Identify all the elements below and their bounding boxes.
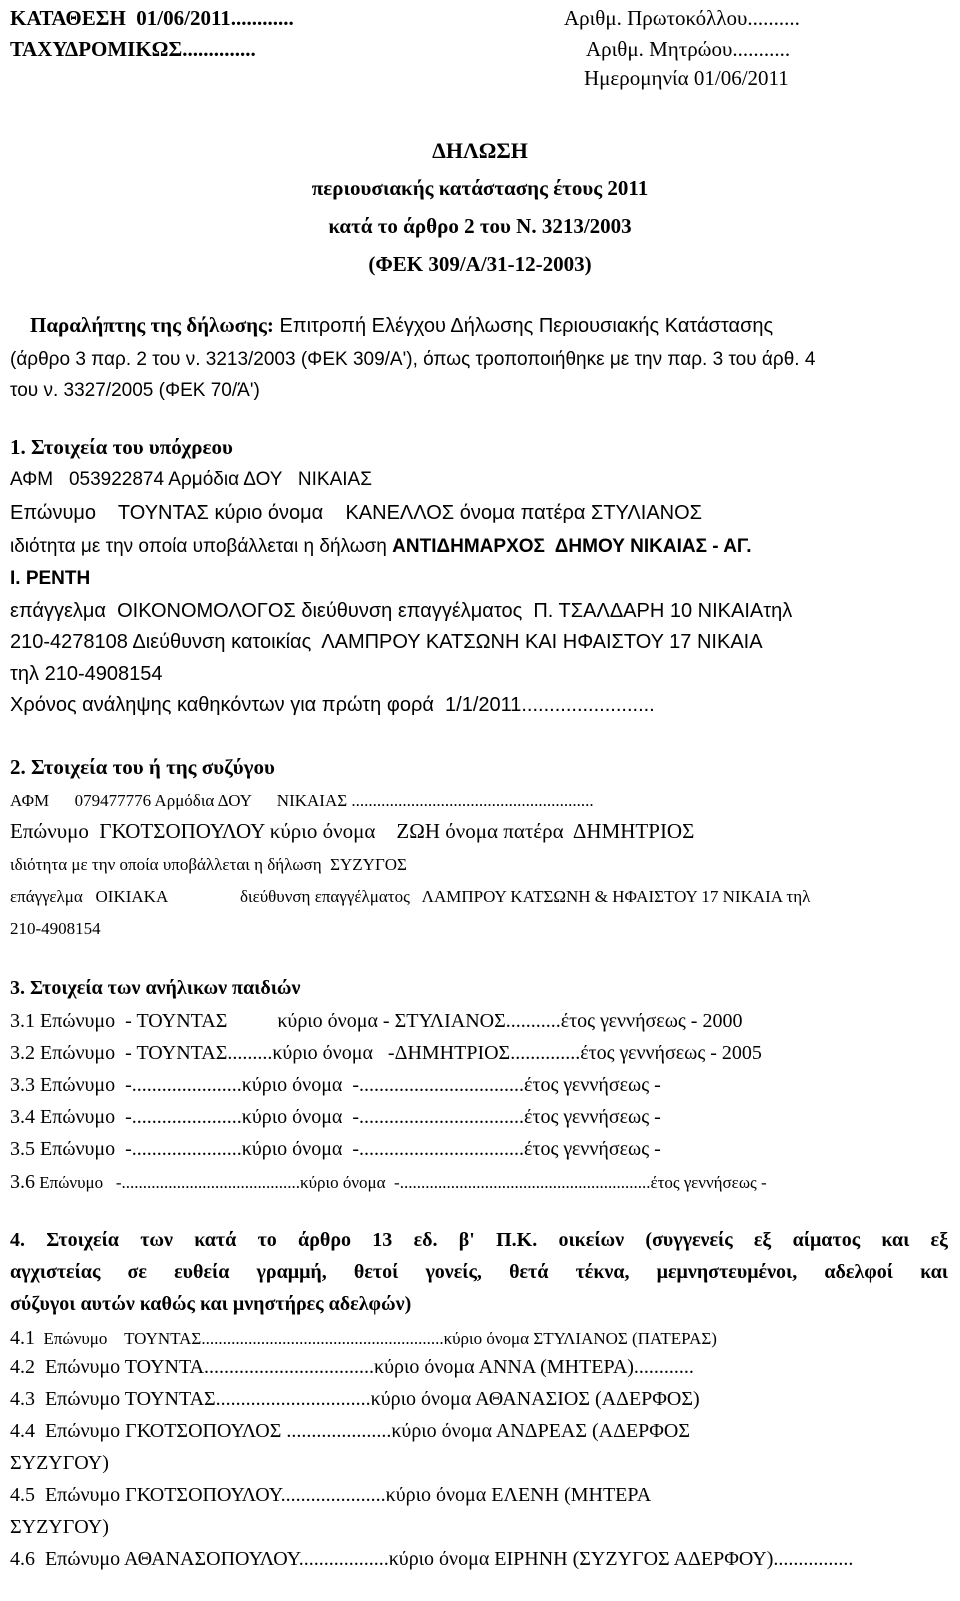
- recipient-legal-ref: (άρθρο 3 παρ. 2 του ν. 3213/2003 (ΦΕΚ 309/Α'), όπως τροποποιήθηκε με την παρ. 3 του άρθ. 4: [10, 349, 816, 370]
- child-row-text: Επώνυμο - ΤΟΥΝΤΑΣ.........κύριο όνομα -ΔΗΜΗΤΡΙΟΣ..............έτος γεννήσεως - 2005: [40, 1042, 762, 1064]
- section4-heading-line1: 4. Στοιχεία των κατά το άρθρο 13 εδ. β' Π.Κ. οικείων (συγγενείς εξ αίματος και εξ: [10, 1229, 948, 1251]
- recipient-label: Παραλήπτης της δήλωσης:: [30, 313, 274, 337]
- relative-row: [10, 1389, 700, 1409]
- declarant-capacity-value: ΑΝΤΙΔΗΜΑΡΧΟΣ ΔΗΜΟΥ ΝΙΚΑΙΑΣ - ΑΓ.: [392, 536, 752, 557]
- child-row: [10, 1043, 762, 1063]
- declarant-capacity-label: ιδιότητα με την οποία υποβάλλεται η δήλωση: [10, 536, 393, 557]
- section1-heading: 1. Στοιχεία του υπόχρεου: [10, 435, 233, 459]
- relative-row-text: Επώνυμο ΑΘΑΝΑΣΟΠΟΥΛΟΥ..................κύριο όνομα ΕΙΡΗΝΗ (ΣΥΖΥΓΟΣ ΑΔΕΡΦΟΥ)................: [45, 1548, 854, 1570]
- protocol-number: Αριθμ. Πρωτοκόλλου..........: [564, 6, 800, 30]
- child-row-number: 3.1: [10, 1010, 35, 1032]
- relative-row-number: 4.1: [10, 1327, 35, 1349]
- relative-row-text: Επώνυμο ΓΚΟΤΣΟΠΟΥΛΟΥ.....................κύριο όνομα ΕΛΕΝΗ (ΜΗΤΕΡΑ: [45, 1484, 652, 1506]
- spouse-phone: 210-4908154: [10, 919, 101, 938]
- relative-row-number: 4.3: [10, 1388, 35, 1410]
- declarant-capacity: [10, 537, 752, 556]
- document-title: ΔΗΛΩΣΗ: [432, 138, 528, 163]
- declarant-phone: τηλ 210-4908154: [10, 663, 163, 685]
- relative-row: [10, 1485, 651, 1505]
- child-row-text: Επώνυμο -......................κύριο όνομα -.................................έτος γεννήσεως -: [40, 1138, 661, 1160]
- child-row-number: 3.2: [10, 1042, 35, 1064]
- relative-row-continuation: ΣΥΖΥΓΟΥ): [10, 1452, 109, 1474]
- child-row: [10, 1107, 661, 1127]
- spouse-name: Επώνυμο ΓΚΟΤΣΟΠΟΥΛΟΥ κύριο όνομα ΖΩΗ όνομα πατέρα ΔΗΜΗΤΡΙΟΣ: [10, 819, 695, 843]
- relative-row-number: 4.2: [10, 1356, 35, 1378]
- relative-row: [10, 1357, 694, 1377]
- child-row-text: Επώνυμο -......................κύριο όνομα -.................................έτος γεννήσεως -: [40, 1106, 661, 1128]
- child-row: [10, 1172, 767, 1192]
- relative-row: [10, 1421, 690, 1441]
- declarant-capacity-cont: Ι. ΡΕΝΤΗ: [10, 568, 91, 589]
- declarant-first-term: Χρόνος ανάληψης καθηκόντων για πρώτη φορά 1/1/2011........................: [10, 694, 655, 716]
- child-row: [10, 1139, 661, 1159]
- child-row-number: 3.3: [10, 1074, 35, 1096]
- declarant-name: Επώνυμο ΤΟΥΝΤΑΣ κύριο όνομα ΚΑΝΕΛΛΟΣ όνομα πατέρα ΣΤΥΛΙΑΝΟΣ: [10, 502, 703, 524]
- spouse-profession-address: διεύθυνση επαγγέλματος ΛΑΜΠΡΟΥ ΚΑΤΣΩΝΗ & ΗΦΑΙΣΤΟΥ 17 ΝΙΚΑΙΑ τηλ: [240, 887, 811, 906]
- child-row-text: Επώνυμο -......................κύριο όνομα -.................................έτος γεννήσεως -: [40, 1074, 661, 1096]
- declarant-home-address: 210-4278108 Διεύθυνση κατοικίας ΛΑΜΠΡΟΥ ΚΑΤΣΩΝΗ ΚΑΙ ΗΦΑΙΣΤΟΥ 17 ΝΙΚΑΙΑ: [10, 631, 763, 653]
- relative-row-text: Επώνυμο ΤΟΥΝΤΑΣ...............................κύριο όνομα ΑΘΑΝΑΣΙΟΣ (ΑΔΕΡΦΟΣ): [45, 1388, 700, 1410]
- child-row-number: 3.5: [10, 1138, 35, 1160]
- child-row-text: Επώνυμο - ΤΟΥΝΤΑΣ κύριο όνομα - ΣΤΥΛΙΑΝΟΣ...........έτος γεννήσεως - 2000: [40, 1010, 743, 1032]
- section2-heading: 2. Στοιχεία του ή της συζύγου: [10, 755, 275, 779]
- relative-row-text: Επώνυμο ΤΟΥΝΤΑΣ.........................................................κύριο όνομα ΣΤΥΛΙΑΝΟΣ (ΠΑΤΕΡΑΣ): [43, 1329, 717, 1348]
- recipient-text: Επιτροπή Ελέγχου Δήλωσης Περιουσιακής Κατάστασης: [273, 315, 774, 337]
- child-row-number: 3.4: [10, 1106, 35, 1128]
- document-subtitle: περιουσιακής κατάστασης έτους 2011: [311, 176, 649, 200]
- relative-row: [10, 1328, 717, 1348]
- child-row: [10, 1075, 661, 1095]
- registry-number: Αριθμ. Μητρώου...........: [586, 37, 791, 61]
- relative-row-number: 4.4: [10, 1420, 35, 1442]
- relative-row-continuation: ΣΥΖΥΓΟΥ): [10, 1516, 109, 1538]
- relative-row: [10, 1549, 853, 1569]
- postal-submission: ΤΑΧΥΔΡΟΜΙΚΩΣ..............: [10, 37, 256, 61]
- document-law-reference: κατά το άρθρο 2 του Ν. 3213/2003: [328, 214, 632, 238]
- declarant-profession: επάγγελμα ΟΙΚΟΝΟΜΟΛΟΓΟΣ διεύθυνση επαγγέλματος Π. ΤΣΑΛΔΑΡΗ 10 ΝΙΚΑΙΑτηλ: [10, 600, 793, 622]
- document-gazette-reference: (ΦΕΚ 309/Α/31-12-2003): [368, 252, 592, 276]
- section4-heading-line2: αγχιστείας σε ευθεία γραμμή, θετοί γονείς, θετά τέκνα, μεμνηστευμένοι, αδελφοί και: [10, 1261, 948, 1283]
- child-row: [10, 1011, 742, 1031]
- relative-row-text: Επώνυμο ΓΚΟΤΣΟΠΟΥΛΟΣ .....................κύριο όνομα ΑΝΔΡΕΑΣ (ΑΔΕΡΦΟΣ: [45, 1420, 690, 1442]
- relative-row-number: 4.6: [10, 1548, 35, 1570]
- deposit-date: ΚΑΤΑΘΕΣΗ 01/06/2011............: [10, 6, 294, 30]
- section3-heading: 3. Στοιχεία των ανήλικων παιδιών: [10, 977, 301, 999]
- recipient-legal-ref-cont: του ν. 3327/2005 (ΦΕΚ 70/Ά'): [10, 380, 260, 401]
- spouse-profession: επάγγελμα ΟΙΚΙΑΚΑ: [10, 887, 169, 906]
- relative-row-text: Επώνυμο ΤΟΥΝΤΑ..................................κύριο όνομα ΑΝΝΑ (ΜΗΤΕΡΑ)............: [45, 1356, 694, 1378]
- child-row-text: Επώνυμο -..........................................κύριο όνομα -...........................................................έτος γεννήσεως -: [39, 1173, 767, 1192]
- section4-heading-line3: σύζυγοι αυτών καθώς και μνηστήρες αδελφών): [10, 1293, 412, 1315]
- declarant-afm: ΑΦΜ 053922874 Αρμόδια ΔΟΥ ΝΙΚΑΙΑΣ: [10, 469, 372, 490]
- child-row-number: 3.6: [10, 1171, 35, 1193]
- recipient-line: [30, 315, 773, 336]
- spouse-afm: ΑΦΜ 079477776 Αρμόδια ΔΟΥ ΝΙΚΑΙΑΣ .........................................................: [10, 791, 594, 810]
- relative-row-number: 4.5: [10, 1484, 35, 1506]
- declaration-date: Ημερομηνία 01/06/2011: [584, 66, 789, 90]
- spouse-capacity: ιδιότητα με την οποία υποβάλλεται η δήλωση ΣΥΖΥΓΟΣ: [10, 855, 407, 874]
